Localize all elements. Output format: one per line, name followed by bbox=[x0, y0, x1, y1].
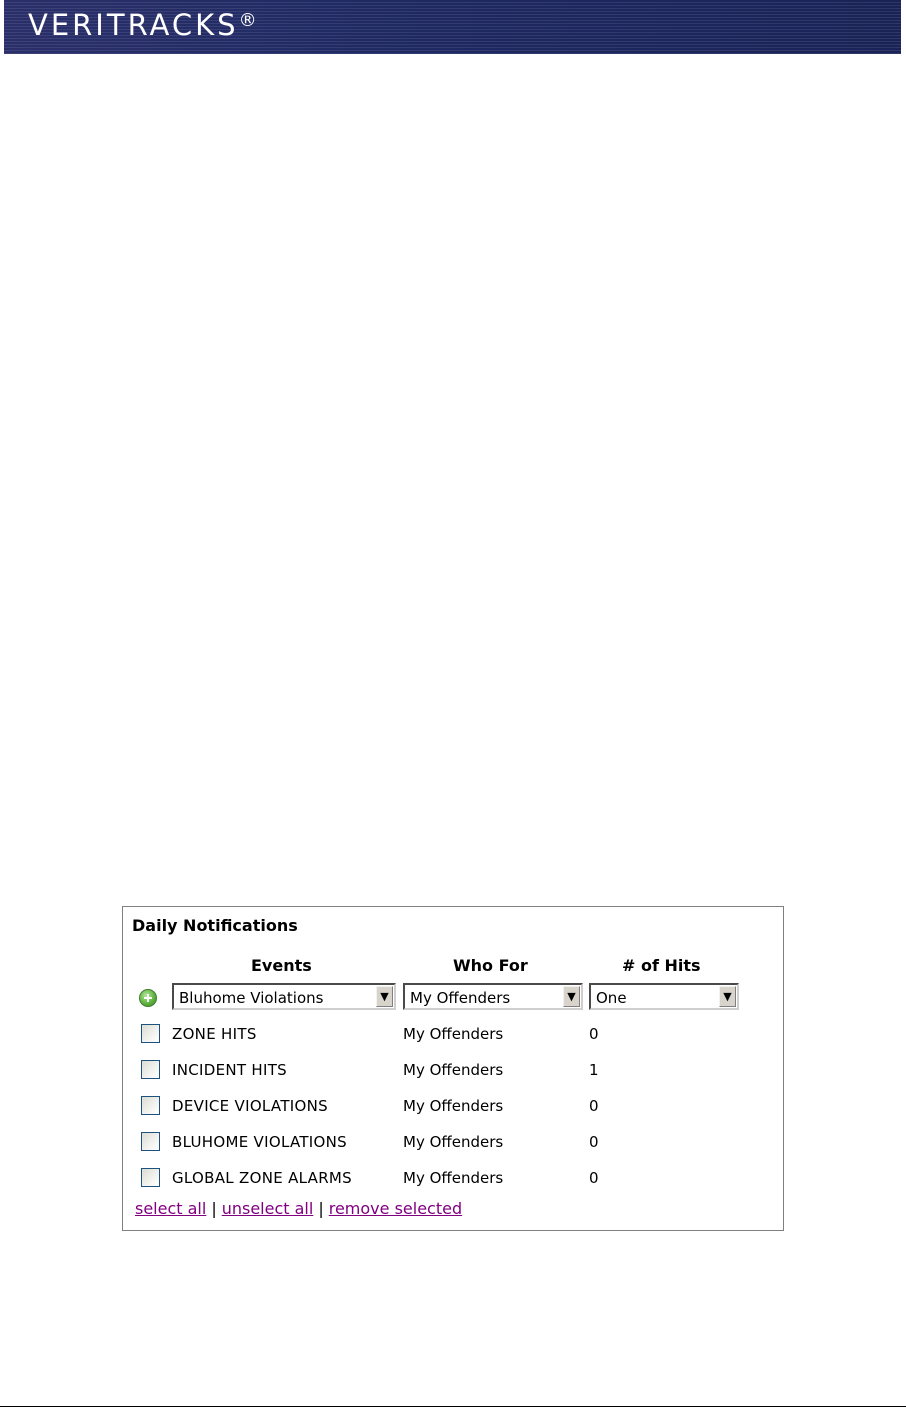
events-select-value: Bluhome Violations bbox=[179, 989, 324, 1007]
table-row bbox=[123, 1094, 783, 1118]
row-who-for: My Offenders bbox=[403, 1025, 504, 1043]
row-checkbox[interactable] bbox=[141, 1168, 160, 1187]
row-checkbox[interactable] bbox=[141, 1132, 160, 1151]
row-hits: 0 bbox=[589, 1133, 599, 1151]
row-who-for: My Offenders bbox=[403, 1133, 504, 1151]
who-for-select[interactable] bbox=[403, 983, 583, 1010]
panel-title: Daily Notifications bbox=[132, 916, 298, 935]
row-checkbox[interactable] bbox=[141, 1096, 160, 1115]
add-notification-icon[interactable] bbox=[139, 989, 157, 1007]
row-event: BLUHOME VIOLATIONS bbox=[172, 1133, 347, 1151]
select-all-link[interactable]: select all bbox=[135, 1199, 207, 1218]
hits-select-value: One bbox=[596, 989, 627, 1007]
brand-name: VERITRACKS bbox=[28, 8, 239, 42]
link-separator: | bbox=[318, 1199, 324, 1218]
unselect-all-link[interactable]: unselect all bbox=[221, 1199, 314, 1218]
table-row bbox=[123, 1022, 783, 1046]
who-for-select-value: My Offenders bbox=[410, 989, 511, 1007]
row-who-for: My Offenders bbox=[403, 1169, 504, 1187]
table-row bbox=[123, 1058, 783, 1082]
row-event: DEVICE VIOLATIONS bbox=[172, 1097, 328, 1115]
registered-mark: ® bbox=[238, 10, 257, 31]
row-who-for: My Offenders bbox=[403, 1097, 504, 1115]
hits-select[interactable] bbox=[589, 983, 739, 1010]
table-row bbox=[123, 1130, 783, 1154]
link-separator: | bbox=[211, 1199, 217, 1218]
column-header-events: Events bbox=[251, 956, 312, 975]
selection-links bbox=[135, 1199, 462, 1218]
row-hits: 0 bbox=[589, 1097, 599, 1115]
events-select[interactable] bbox=[172, 983, 396, 1010]
row-hits: 0 bbox=[589, 1025, 599, 1043]
row-checkbox[interactable] bbox=[141, 1024, 160, 1043]
row-event: INCIDENT HITS bbox=[172, 1061, 288, 1079]
chevron-down-icon[interactable]: ▼ bbox=[563, 986, 580, 1007]
row-hits: 0 bbox=[589, 1169, 599, 1187]
column-header-who-for: Who For bbox=[453, 956, 528, 975]
row-checkbox[interactable] bbox=[141, 1060, 160, 1079]
daily-notifications-panel bbox=[122, 906, 784, 1231]
brand-logo bbox=[28, 8, 257, 42]
row-who-for: My Offenders bbox=[403, 1061, 504, 1079]
row-event: ZONE HITS bbox=[172, 1025, 257, 1043]
remove-selected-link[interactable]: remove selected bbox=[328, 1199, 463, 1218]
chevron-down-icon[interactable]: ▼ bbox=[376, 986, 393, 1007]
row-hits: 1 bbox=[589, 1061, 599, 1079]
row-event: GLOBAL ZONE ALARMS bbox=[172, 1169, 352, 1187]
footer-divider bbox=[0, 1406, 906, 1407]
table-row bbox=[123, 1166, 783, 1190]
chevron-down-icon[interactable]: ▼ bbox=[719, 986, 736, 1007]
header-banner bbox=[4, 0, 901, 54]
column-header-hits: # of Hits bbox=[622, 956, 701, 975]
